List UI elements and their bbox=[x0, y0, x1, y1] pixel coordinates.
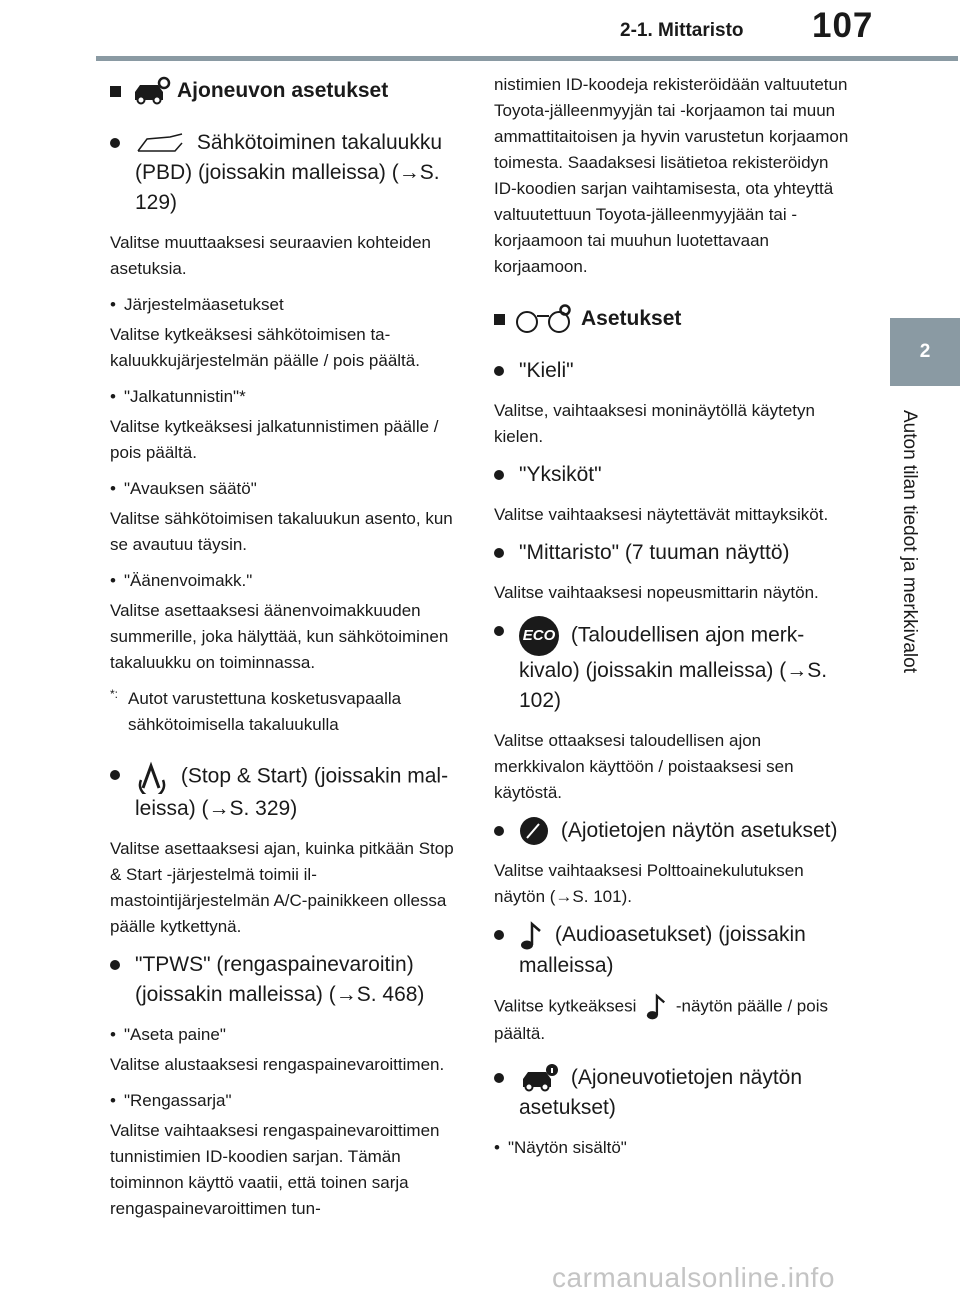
square-bullet bbox=[110, 86, 121, 97]
list-item-audio bbox=[494, 920, 849, 980]
list-item-eco bbox=[494, 616, 849, 716]
header-section-title: 2-1. Mittaristo bbox=[620, 20, 744, 41]
sub-text: Valitse alustaaksesi rengaspainevaroittimen. bbox=[110, 1055, 445, 1074]
item-title: (Ajotietojen näytön asetukset) bbox=[560, 819, 838, 842]
list-item-meter bbox=[494, 538, 849, 568]
sub-bullet: • "Rengassarja" bbox=[110, 1088, 465, 1114]
sub-text: Valitse sähkötoimisen takaluukun asento, kun se avautuu täysin. bbox=[110, 509, 453, 554]
pen-icon bbox=[519, 816, 549, 846]
list-item-stop-start bbox=[110, 760, 465, 824]
continued-text: nistimien ID-koodeja rekisteröidään valtuutetun Toyota-jälleenmyyjän tai -korjaamon tai muun ammattitaitoisen ja hyvin varustetun korjaamon toimesta. Saadaksesi lisätietoa rekisteröidyn ID-koodien sarjan vaihtamisesta, ota yhteyttä valtuutettuun Toyota-jälleenmyyjään tai -korjaamoon tai muuhun luotettavaan korjaamoon. bbox=[494, 75, 849, 276]
list-item-vehicle-info bbox=[494, 1063, 849, 1123]
item-text-part: Valitse kytkeäksesi bbox=[494, 996, 637, 1016]
item-title: "Yksiköt" bbox=[519, 463, 602, 486]
tailgate-icon bbox=[135, 131, 185, 155]
round-bullet bbox=[110, 770, 120, 780]
item-title: "TPWS" (rengaspainevaroitin) (joissakin malleissa) (→S. 468) bbox=[135, 953, 425, 1006]
round-bullet bbox=[494, 548, 504, 558]
item-text: Valitse vaihtaaksesi nopeusmittarin näytön. bbox=[494, 583, 819, 602]
round-bullet bbox=[110, 138, 120, 148]
section-title: Asetukset bbox=[581, 307, 682, 330]
list-item-pbd bbox=[110, 128, 465, 218]
music-note-icon bbox=[645, 993, 667, 1021]
car-info-icon bbox=[519, 1063, 559, 1093]
stop-start-icon bbox=[135, 760, 169, 794]
item-text bbox=[494, 993, 849, 1047]
sub-bullet: • "Avauksen säätö" bbox=[110, 476, 465, 502]
sub-bullet: • "Aseta paine" bbox=[110, 1022, 465, 1048]
item-title: "Mittaristo" (7 tuuman näyttö) bbox=[519, 541, 790, 564]
round-bullet bbox=[494, 930, 504, 940]
sub-text: Valitse vaihtaaksesi rengaspainevaroittimen tunnistimien ID-koodien sarjan. Tämän toiminnon käyttö vaatii, että toinen sarja rengaspainevaroittimen tun- bbox=[110, 1121, 440, 1218]
item-text: Valitse vaihtaaksesi näytettävät mittayksiköt. bbox=[494, 505, 829, 524]
round-bullet bbox=[494, 366, 504, 376]
column-right bbox=[494, 72, 849, 1165]
sub-text: Valitse kytkeäksesi jalkatunnistimen päälle / pois päältä. bbox=[110, 417, 439, 462]
column-left bbox=[110, 76, 465, 1232]
sub-bullet: • "Näytön sisältö" bbox=[494, 1135, 849, 1161]
footnote bbox=[110, 686, 465, 738]
item-text: Valitse asettaaksesi ajan, kuinka pitkään Stop & Start -järjestelmä toimii ilmastointijärjestelmän A/C-painikkeen ollessa päälle kytkettynä. bbox=[110, 839, 454, 936]
watermark-footer: carmanualsonline.info bbox=[552, 1262, 835, 1293]
round-bullet bbox=[494, 626, 504, 636]
list-item-drive-info bbox=[494, 816, 849, 846]
item-text: Valitse ottaaksesi taloudellisen ajon merkkivalon käyttöön / poistaaksesi sen käytöstä. bbox=[494, 731, 794, 802]
item-title: (Ajoneuvotietojen näytön asetukset) bbox=[519, 1065, 803, 1120]
item-title: (Audioasetukset) (joissakin malleissa) bbox=[519, 923, 806, 977]
round-bullet bbox=[494, 1073, 504, 1083]
section-settings bbox=[494, 304, 849, 334]
settings-gear-icon bbox=[515, 304, 575, 334]
item-text: Valitse vaihtaaksesi Polttoainekulutuksen näytön (→S. 101). bbox=[494, 861, 804, 907]
item-text-part: -näytön päälle / pois päältä. bbox=[494, 996, 828, 1043]
chapter-tab: 2 bbox=[890, 318, 960, 386]
section-title: Ajoneuvon asetukset bbox=[177, 79, 389, 102]
sub-text: Valitse kytkeäksesi sähkötoimisen takaluukkujärjestelmän päälle / pois päältä. bbox=[110, 325, 420, 370]
item-title: (Stop & Start) (joissakin malleissa) (→S. 329) bbox=[135, 764, 449, 820]
footnote-text: Autot varustettuna kosketusvapaalla sähkötoimisella takaluukulla bbox=[128, 689, 402, 734]
list-item-tpws bbox=[110, 950, 465, 1010]
list-item-units bbox=[494, 460, 849, 490]
page-number: 107 bbox=[812, 6, 874, 45]
sub-bullet: • "Äänenvoimakk." bbox=[110, 568, 465, 594]
footnote-mark: *: bbox=[110, 687, 119, 701]
car-gear-icon bbox=[131, 76, 171, 106]
section-vehicle-settings bbox=[110, 76, 465, 106]
item-text: Valitse muuttaaksesi seuraavien kohteiden asetuksia. bbox=[110, 233, 431, 278]
eco-icon: ECO bbox=[519, 616, 559, 656]
list-item-language bbox=[494, 356, 849, 386]
music-note-icon bbox=[519, 921, 543, 951]
sub-text: Valitse asettaaksesi äänenvoimakkuuden summerille, joka hälyttää, kun sähkötoiminen takaluukku on toiminnassa. bbox=[110, 601, 449, 672]
round-bullet bbox=[110, 960, 120, 970]
header-rule bbox=[96, 56, 958, 61]
sub-bullet: • "Jalkatunnistin"* bbox=[110, 384, 465, 410]
round-bullet bbox=[494, 826, 504, 836]
item-title: "Kieli" bbox=[519, 359, 574, 382]
square-bullet bbox=[494, 314, 505, 325]
sub-bullet: • Järjestelmäasetukset bbox=[110, 292, 465, 318]
item-title: Sähkötoiminen takaluukku (PBD) (joissakin malleissa) (→S. 129) bbox=[135, 131, 442, 214]
chapter-side-label: Auton tilan tiedot ja merkkivalot bbox=[899, 410, 920, 673]
item-title: (Taloudellisen ajon merkkivalo) (joissakin malleissa) (→S. 102) bbox=[519, 623, 828, 712]
item-text: Valitse, vaihtaaksesi moninäytöllä käytetyn kielen. bbox=[494, 401, 815, 446]
round-bullet bbox=[494, 470, 504, 480]
